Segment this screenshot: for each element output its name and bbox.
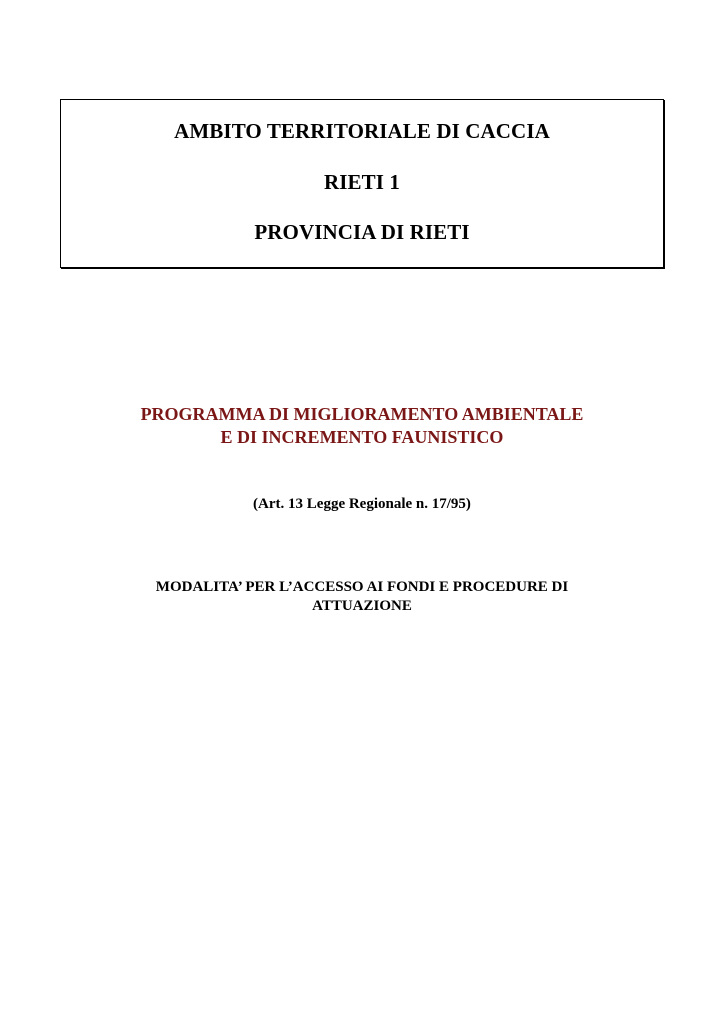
header-province: PROVINCIA DI RIETI [254,220,470,244]
program-title-line-1: PROGRAMMA DI MIGLIORAMENTO AMBIENTALE [140,404,584,424]
header-subtitle: RIETI 1 [324,170,400,194]
subtitle-line-2: ATTUAZIONE [312,598,412,614]
program-title [0,403,724,449]
program-title-line-2: E DI INCREMENTO FAUNISTICO [220,427,504,447]
header-title: AMBITO TERRITORIALE DI CACCIA [174,119,550,143]
header-box [60,99,664,268]
document-subtitle [0,578,724,616]
legal-reference: (Art. 13 Legge Regionale n. 17/95) [253,496,471,512]
subtitle-line-1: MODALITA’ PER L’ACCESSO AI FONDI E PROCEDURE DI [155,579,569,595]
